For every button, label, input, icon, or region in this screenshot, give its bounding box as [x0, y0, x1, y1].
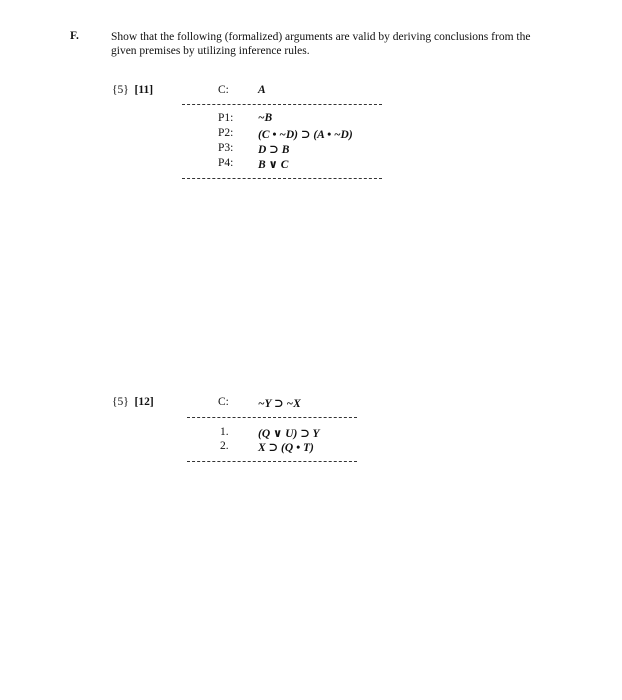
conclusion-label: C: — [218, 84, 229, 96]
problem-number: [12] — [134, 396, 154, 408]
points-value: {5} — [112, 396, 129, 408]
premise-label: P1: — [218, 112, 234, 124]
premise-formula: ~B — [258, 112, 273, 124]
premise-formula: B ∨ C — [258, 159, 289, 171]
premise-formula: (Q ∨ U) ⊃ Y — [258, 428, 320, 440]
problem-11-points — [112, 84, 153, 96]
premise-label: 2. — [220, 440, 229, 452]
bottom-divider — [187, 461, 357, 462]
top-divider — [182, 104, 382, 105]
section-letter: F. — [70, 30, 79, 42]
premise-label: P2: — [218, 127, 234, 139]
conclusion-label: C: — [218, 396, 229, 408]
premise-formula: (C • ~D) ⊃ (A • ~D) — [258, 129, 353, 141]
conclusion-formula: A — [258, 84, 266, 96]
instructions-text: Show that the following (formalized) arguments are valid by deriving conclusions from the given premises by utilizing inference rules. — [111, 31, 531, 57]
premise-label: P4: — [218, 157, 234, 169]
problem-12-points — [112, 396, 154, 408]
bottom-divider — [182, 178, 382, 179]
problem-number: [11] — [134, 84, 154, 96]
premise-label: P3: — [218, 142, 234, 154]
conclusion-formula: ~Y ⊃ ~X — [258, 398, 301, 410]
points-value: {5} — [112, 84, 129, 96]
top-divider — [187, 417, 357, 418]
premise-formula: D ⊃ B — [258, 144, 290, 156]
premise-formula: X ⊃ (Q • T) — [258, 442, 314, 454]
premise-label: 1. — [220, 426, 229, 438]
